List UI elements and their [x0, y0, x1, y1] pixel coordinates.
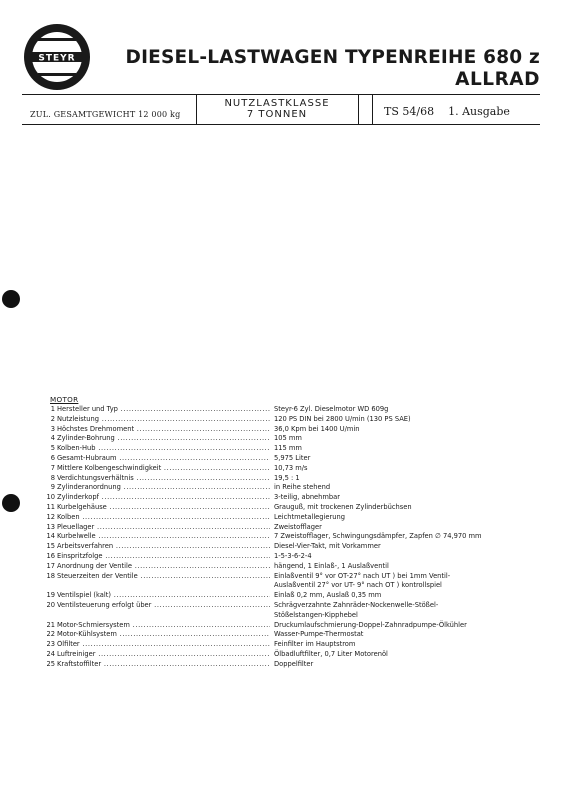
spec-row-label: Ventilsteuerung erfolgt über ..... [57, 601, 270, 611]
spec-row [0, 513, 562, 523]
spec-row-label: Kurbelwelle ..... [57, 532, 270, 542]
spec-row-value-line: Schrägverzahnte Zahnräder-Nockenwelle-Stößel- [274, 600, 439, 609]
spec-row-value [274, 464, 544, 474]
spec-row-number: 14 [46, 532, 55, 541]
spec-row-value-line: Leichtmetallegierung [274, 512, 345, 521]
spec-row-value [274, 523, 544, 533]
nutzlastklasse-box [196, 98, 358, 120]
spec-row [0, 532, 562, 542]
spec-row-label: Kolben-Hub ..... [57, 444, 270, 454]
spec-row-value-line: Grauguß, mit trockenen Zylinderbüchsen [274, 502, 412, 511]
spec-row-value-line: 105 mm [274, 434, 302, 443]
spec-row-value [274, 621, 544, 631]
spec-row-value-line: hängend, 1 Einlaß-, 1 Auslaßventil [274, 561, 389, 570]
spec-row-value [274, 474, 544, 484]
spec-row-label: Kolben ..... [57, 513, 270, 523]
spec-row-label: Verdichtungsverhältnis ..... [57, 474, 270, 484]
steyr-logo [22, 22, 92, 92]
spec-row-label: Höchstes Drehmoment ..... [57, 425, 270, 435]
ts-code: TS 54/68 [384, 105, 435, 118]
spec-row-label: Anordnung der Ventile ..... [57, 562, 270, 572]
spec-row-value [274, 483, 544, 493]
spec-row-number: 3 [50, 424, 55, 433]
spec-row-number: 9 [50, 483, 55, 492]
spec-row-value [274, 660, 544, 670]
spec-row [0, 454, 562, 464]
spec-row-value-line: Steyr-6 Zyl. Dieselmotor WD 609g [274, 405, 389, 413]
spec-row-label: Motor-Kühlsystem ..... [57, 630, 270, 640]
spec-row-number: 16 [46, 551, 55, 560]
spec-row-value-line: Feinfilter im Hauptstrom [274, 640, 356, 649]
document-subtitle: ALLRAD [455, 69, 540, 90]
spec-row-value-line: 1-5-3-6-2-4 [274, 551, 312, 560]
spec-row-number: 5 [50, 444, 55, 453]
spec-row [0, 552, 562, 562]
spec-row-number: 23 [46, 640, 55, 649]
spec-row-value [274, 640, 544, 650]
spec-row [0, 444, 562, 454]
spec-row [0, 601, 562, 621]
spec-row-label: Ölfilter ..... [57, 640, 270, 650]
spec-row-value-line: 120 PS DIN bei 2800 U/min (130 PS SAE) [274, 414, 411, 423]
spec-row-value-line: Wasser-Pumpe-Thermostat [274, 630, 364, 639]
spec-row-label: Mittlere Kolbengeschwindigkeit ..... [57, 464, 270, 474]
spec-row [0, 591, 562, 601]
spec-row-label: Gesamt-Hubraum ..... [57, 454, 270, 464]
spec-row-label: Motor-Schmiersystem ..... [57, 621, 270, 631]
spec-row [0, 405, 562, 415]
spec-row-value-line: 3-teilig, abnehmbar [274, 493, 341, 502]
spec-row-value [274, 572, 544, 592]
spec-row-value [274, 454, 544, 464]
gesamtgewicht-label: ZUL. GESAMTGEWICHT 12 000 kg [30, 110, 181, 119]
nutzlastklasse-value: 7 TONNEN [246, 109, 308, 120]
spec-row [0, 415, 562, 425]
spec-row-value [274, 650, 544, 660]
header-rule [22, 94, 540, 95]
spec-row-value-line: Stößelstangen-Kipphebel [274, 610, 358, 619]
spec-row [0, 572, 562, 592]
spec-row-value [274, 434, 544, 444]
spec-row [0, 493, 562, 503]
spec-row-number: 11 [46, 502, 55, 511]
spec-row-value-line: 36,0 Kpm bei 1400 U/min [274, 424, 360, 433]
ausgabe-label: 1. Ausgabe [448, 105, 510, 118]
header-rule-bottom [22, 124, 540, 125]
spec-row-number: 6 [50, 453, 55, 462]
spec-row [0, 503, 562, 513]
spec-row-value [274, 562, 544, 572]
spec-row-value [274, 405, 544, 415]
spec-row-label: Kraftstoffilter ..... [57, 660, 270, 670]
spec-row-value-line: in Reihe stehend [274, 483, 331, 492]
spec-row-value-line: Doppelfilter [274, 659, 314, 668]
spec-row-value [274, 552, 544, 562]
spec-row [0, 630, 562, 640]
spec-row-number: 18 [46, 571, 55, 580]
spec-row-number: 21 [46, 620, 55, 629]
spec-row [0, 621, 562, 631]
spec-row-value [274, 415, 544, 425]
ts-number [384, 105, 510, 118]
spec-row [0, 650, 562, 660]
spec-row-label: Hersteller und Typ ..... [57, 405, 270, 415]
spec-row-value-line: 7 Zweistofflager, Schwingungsdämpfer, Zapfen ∅ 74,970 mm [274, 532, 482, 541]
spec-row-value-line: 10,73 m/s [274, 463, 308, 472]
spec-row-value [274, 444, 544, 454]
spec-row-number: 4 [50, 434, 55, 443]
spec-row-value-line: Einlaß 0,2 mm, Auslaß 0,35 mm [274, 591, 382, 600]
spec-row-value-line: 19,5 : 1 [274, 473, 300, 482]
header-divider [372, 94, 373, 124]
header-divider [358, 94, 359, 124]
spec-row-label: Zylinderkopf ..... [57, 493, 270, 503]
punch-hole [2, 290, 20, 308]
spec-row-value-line: Ölbadluftfilter, 0,7 Liter Motorenöl [274, 649, 388, 658]
nutzlastklasse-label: NUTZLASTKLASSE [224, 98, 330, 109]
spec-row-number: 17 [46, 561, 55, 570]
spec-row-number: 12 [46, 512, 55, 521]
spec-row [0, 660, 562, 670]
spec-row [0, 474, 562, 484]
spec-row [0, 425, 562, 435]
spec-row-number: 7 [50, 463, 55, 472]
spec-row-number: 8 [50, 473, 55, 482]
spec-row-value-line: 115 mm [274, 444, 302, 453]
spec-row-value [274, 425, 544, 435]
spec-row [0, 640, 562, 650]
spec-row-value [274, 503, 544, 513]
document-title: DIESEL-LASTWAGEN TYPENREIHE 680 z [125, 47, 540, 68]
spec-row-value [274, 532, 544, 542]
spec-row [0, 464, 562, 474]
spec-row [0, 434, 562, 444]
spec-row-number: 22 [46, 630, 55, 639]
spec-row-number: 25 [46, 659, 55, 668]
spec-row-label: Pleuellager ..... [57, 523, 270, 533]
spec-row-number: 10 [46, 493, 55, 502]
spec-row [0, 483, 562, 493]
spec-row-value [274, 601, 544, 621]
spec-row [0, 542, 562, 552]
spec-row-label: Steuerzeiten der Ventile ..... [57, 572, 270, 582]
spec-table [0, 405, 562, 670]
spec-row-value [274, 542, 544, 552]
section-title-motor: MOTOR [50, 395, 79, 404]
spec-row-number: 1 [50, 405, 55, 413]
spec-row [0, 523, 562, 533]
spec-row [0, 562, 562, 572]
spec-row-label: Arbeitsverfahren ..... [57, 542, 270, 552]
spec-row-label: Nutzleistung ..... [57, 415, 270, 425]
spec-row-label: Luftreiniger ..... [57, 650, 270, 660]
spec-row-value [274, 630, 544, 640]
spec-row-value-line: 5,975 Liter [274, 453, 311, 462]
spec-row-label: Einspritzfolge ..... [57, 552, 270, 562]
spec-row-value-line: Druckumlaufschmierung-Doppel-Zahnradpumpe-Ölkühler [274, 620, 467, 629]
spec-row-label: Ventilspiel (kalt) ..... [57, 591, 270, 601]
spec-row-label: Zylinderanordnung ..... [57, 483, 270, 493]
spec-row-number: 15 [46, 542, 55, 551]
spec-row-label: Zylinder-Bohrung ..... [57, 434, 270, 444]
spec-row-number: 2 [50, 414, 55, 423]
spec-row-value [274, 591, 544, 601]
spec-row-value [274, 493, 544, 503]
spec-row-number: 19 [46, 591, 55, 600]
spec-row-value-line: Einlaßventil 9° vor OT-27° nach UT ) bei 1mm Ventil- [274, 571, 451, 580]
svg-text:STEYR: STEYR [38, 53, 76, 64]
spec-row-number: 24 [46, 649, 55, 658]
spec-row-label: Kurbelgehäuse ..... [57, 503, 270, 513]
spec-row-value [274, 513, 544, 523]
spec-row-value-line: Diesel-Vier-Takt, mit Vorkammer [274, 542, 381, 551]
spec-row-number: 20 [46, 600, 55, 609]
spec-row-value-line: Auslaßventil 27° vor UT- 9° nach OT ) kontrollspiel [274, 581, 442, 590]
spec-row-number: 13 [46, 522, 55, 531]
spec-row-value-line: Zweistofflager [274, 522, 322, 531]
